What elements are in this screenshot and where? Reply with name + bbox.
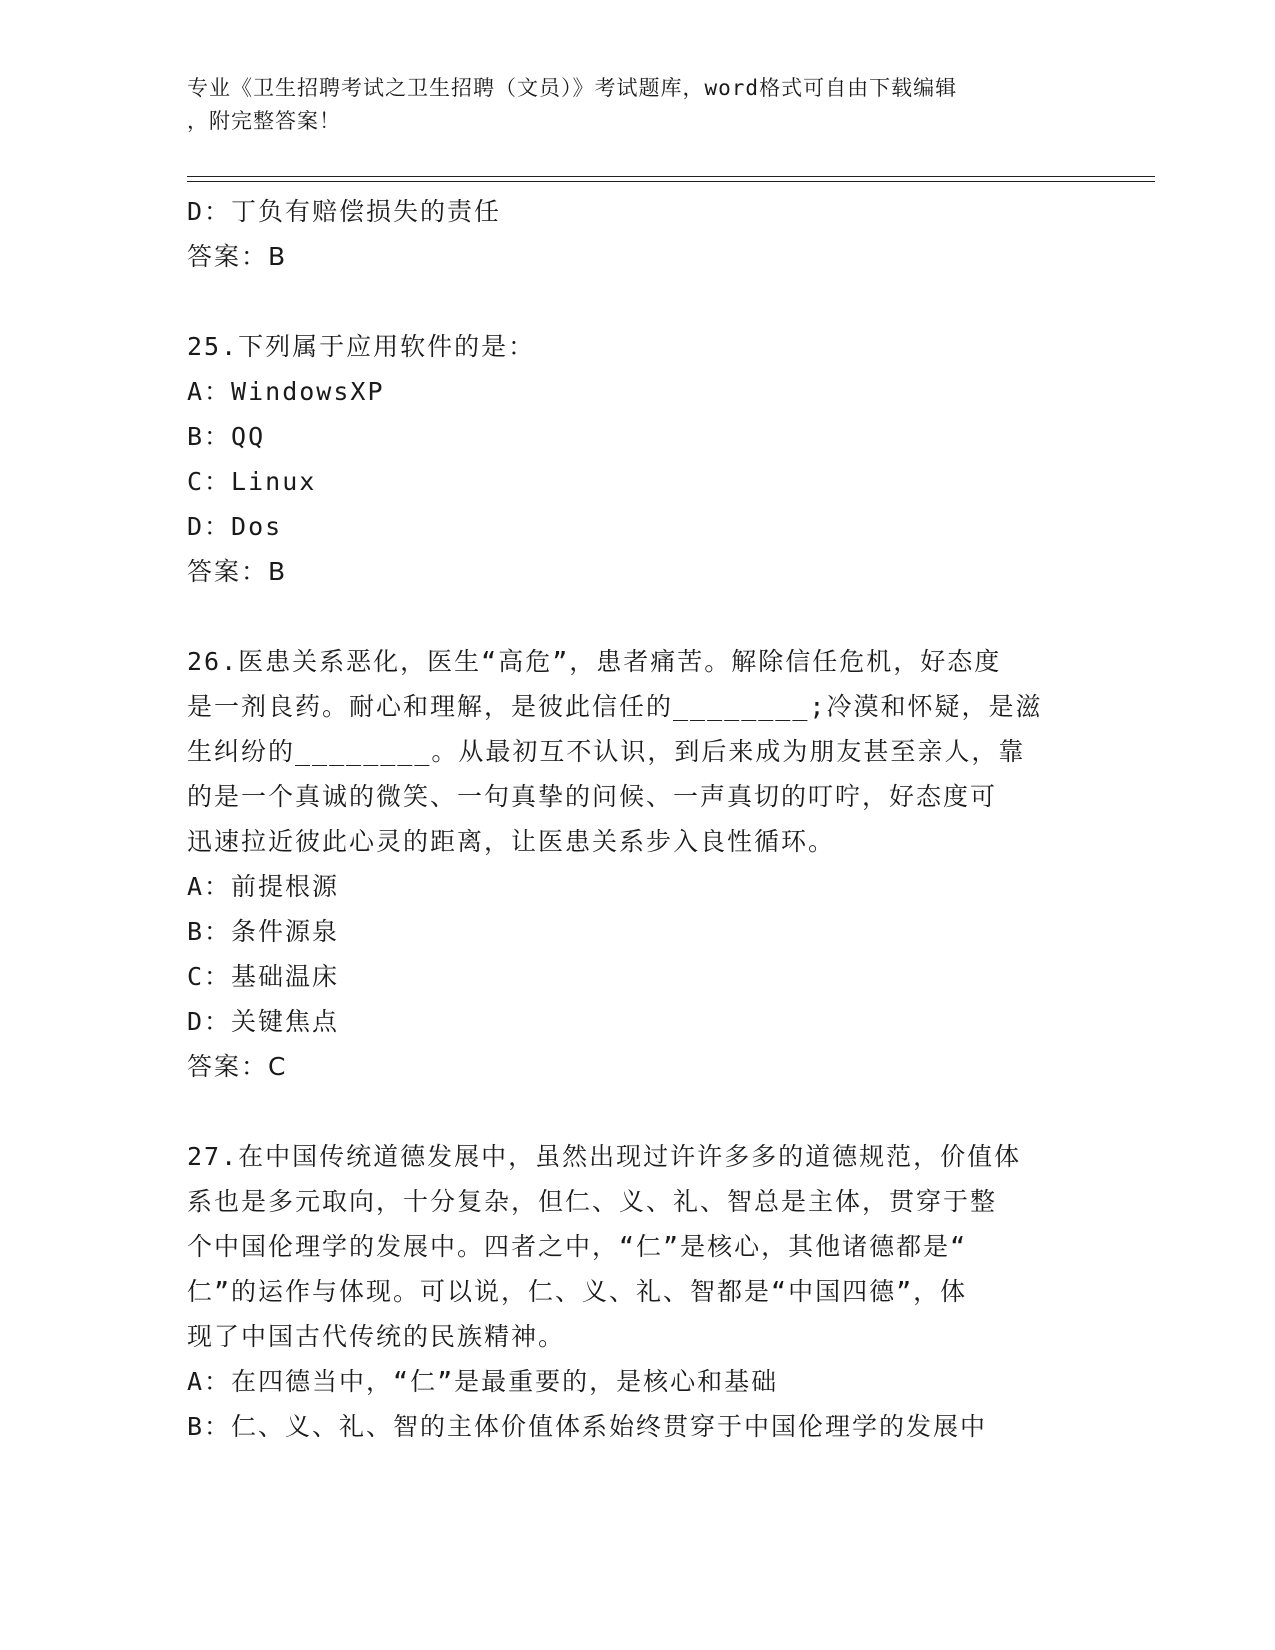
page-header (187, 72, 1067, 138)
q27-stem-line-3: 个中国伦理学的发展中。四者之中，“仁”是核心，其他诸德都是“ (187, 1232, 968, 1261)
q26-stem-line-3: 生纠纷的________。从最初互不认识，到后来成为朋友甚至亲人，靠 (187, 737, 1026, 766)
q26-option-b: B：条件源泉 (187, 917, 340, 946)
spacer (187, 594, 1067, 639)
q27-option-b: B：仁、义、礼、智的主体价值体系始终贯穿于中国伦理学的发展中 (187, 1412, 988, 1441)
q25-option-b: B：QQ (187, 422, 266, 451)
q26-stem-line-4: 的是一个真诚的微笑、一句真挚的问候、一声真切的叮咛，好态度可 (187, 782, 998, 811)
q26-option-c: C：基础温床 (187, 962, 340, 991)
question-content (187, 189, 1067, 1449)
q26-stem-line-2: 是一剂良药。耐心和理解，是彼此信任的________;冷漠和怀疑，是滋 (187, 692, 1043, 721)
q27-stem-line-1: 27.在中国传统道德发展中，虽然出现过许许多多的道德规范，价值体 (187, 1142, 1022, 1171)
q24-answer: 答案：B (187, 242, 288, 271)
q27-option-a: A：在四德当中，“仁”是最重要的，是核心和基础 (187, 1367, 779, 1396)
q26-answer: 答案：C (187, 1052, 288, 1081)
q25-option-d: D：Dos (187, 512, 283, 541)
spacer (187, 279, 1067, 324)
q25-answer: 答案：B (187, 557, 288, 586)
q27-stem-line-5: 现了中国古代传统的民族精神。 (187, 1322, 566, 1351)
q24-option-d: D：丁负有赔偿损失的责任 (187, 197, 502, 226)
q27-stem-line-4: 仁”的运作与体现。可以说，仁、义、礼、智都是“中国四德”，体 (187, 1277, 968, 1306)
q26-stem-line-1: 26.医患关系恶化，医生“高危”，患者痛苦。解除信任危机，好态度 (187, 647, 1002, 676)
q27-stem-line-2: 系也是多元取向，十分复杂，但仁、义、礼、智总是主体，贯穿于整 (187, 1187, 998, 1216)
q25-stem: 25.下列属于应用软件的是： (187, 332, 536, 361)
q26-option-a: A：前提根源 (187, 872, 340, 901)
q25-option-c: C：Linux (187, 467, 317, 496)
q26-option-d: D：关键焦点 (187, 1007, 340, 1036)
q26-stem-line-5: 迅速拉近彼此心灵的距离，让医患关系步入良性循环。 (187, 827, 836, 856)
spacer (187, 1089, 1067, 1134)
header-line-2: ，附完整答案！ (187, 109, 341, 133)
header-double-rule (187, 176, 1155, 182)
header-line-1: 专业《卫生招聘考试之卫生招聘（文员）》考试题库，word格式可自由下载编辑 (187, 76, 958, 100)
q25-option-a: A：WindowsXP (187, 377, 385, 406)
